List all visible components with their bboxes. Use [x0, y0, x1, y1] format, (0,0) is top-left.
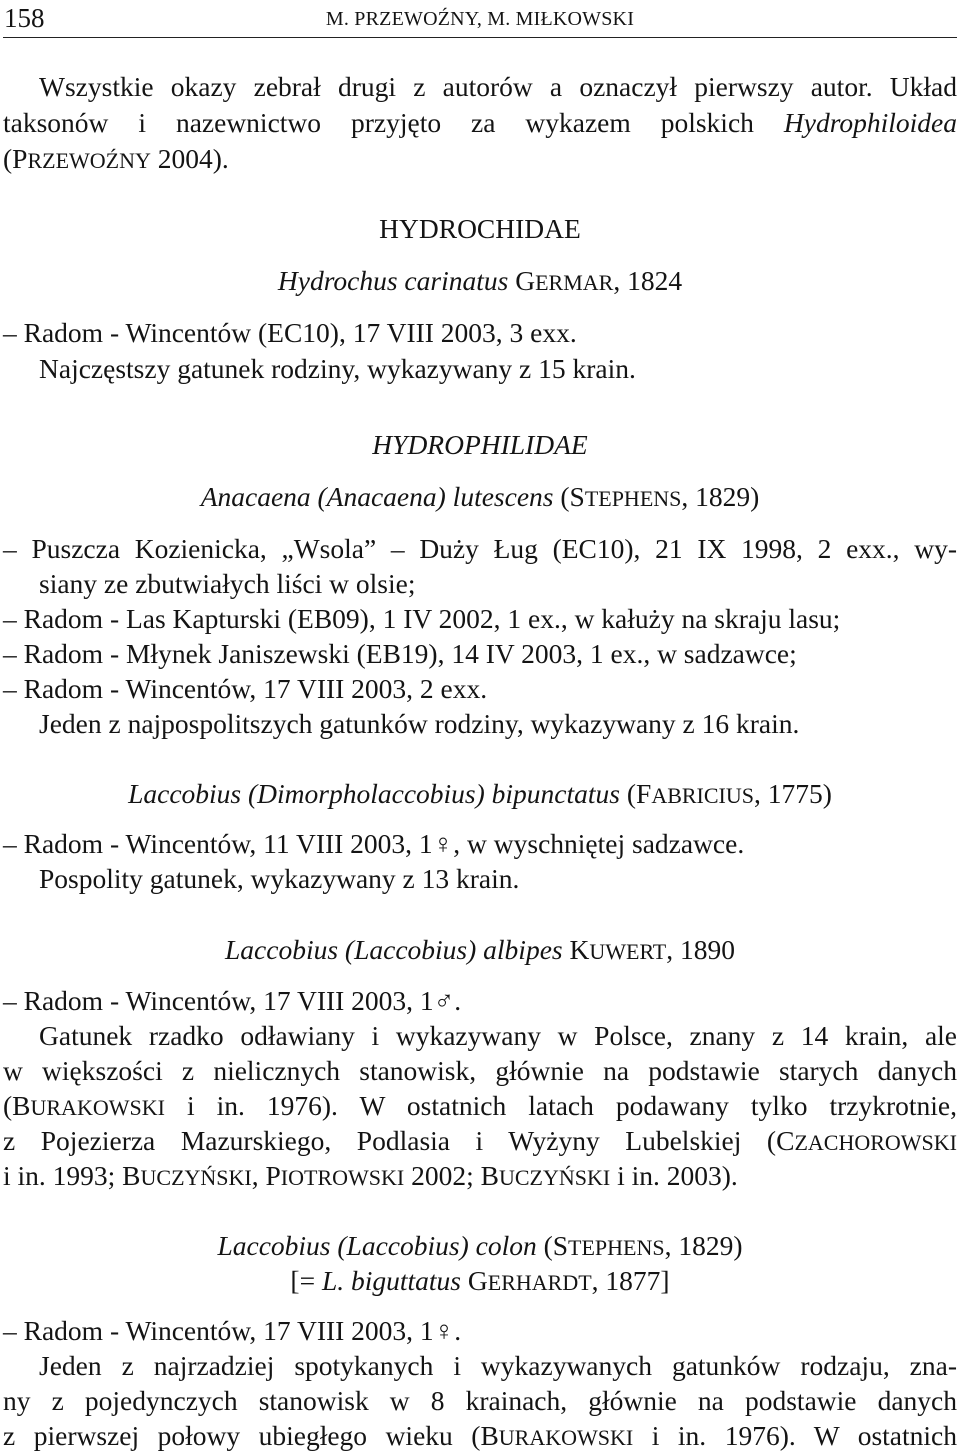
intro-line-2: taksonów i nazewnictwo przyjęto za wykazem polskich Hydrophiloidea — [3, 107, 957, 138]
record-line: – Puszcza Kozienicka, „Wsola” – Duży Ług (EC10), 21 IX 1998, 2 exx., wy- — [3, 533, 957, 564]
page-number: 158 — [4, 3, 45, 33]
species-heading-laccobius-colon: Laccobius (Laccobius) colon (STEPHENS, 1829) — [217, 1230, 743, 1261]
species-heading-hydrochus-carinatus: Hydrochus carinatus GERMAR, 1824 — [277, 265, 683, 296]
note-line: Jeden z najpospolitszych gatunków rodziny, wykazywany z 16 krain. — [39, 708, 800, 739]
synonym-line: [= L. biguttatus GERHARDT, 1877] — [290, 1265, 670, 1296]
record-line: – Radom - Wincentów, 11 VIII 2003, 1♀, w wyschniętej sadzawce. — [3, 828, 745, 859]
running-title: M. PRZEWOŹNY, M. MIŁKOWSKI — [325, 8, 635, 30]
header-rule — [3, 37, 957, 38]
text-line: z Pojezierza Mazurskiego, Podlasia i Wyżyny Lubelskiej (CZACHOROWSKI — [3, 1125, 957, 1156]
note-line: Pospolity gatunek, wykazywany z 13 krain. — [39, 863, 520, 894]
family-heading-hydrophilidae: HYDROPHILIDAE — [372, 429, 588, 460]
page-header — [0, 0, 960, 38]
record-line: – Radom - Wincentów, 17 VIII 2003, 1♂. — [3, 985, 462, 1016]
text-line: Jeden z najrzadziej spotykanych i wykazywanych gatunków rodzaju, zna- — [39, 1350, 957, 1381]
text-line: i in. 1993; BUCZYŃSKI, PIOTROWSKI 2002; BUCZYŃSKI i in. 2003). — [3, 1160, 738, 1191]
text-line: Gatunek rzadko odławiany i wykazywany w Polsce, znany z 14 krain, ale — [39, 1020, 957, 1051]
species-heading-laccobius-bipunctatus: Laccobius (Dimorpholaccobius) bipunctatus (FABRICIUS, 1775) — [128, 778, 832, 809]
record-line: – Radom - Las Kapturski (EB09), 1 IV 2002, 1 ex., w kałuży na skraju lasu; — [3, 603, 841, 634]
species-heading-anacaena-lutescens: Anacaena (Anacaena) lutescens (STEPHENS, 1829) — [200, 481, 760, 512]
intro-line-3: (PRZEWOŹNY 2004). — [3, 143, 229, 174]
note-line: Najczęstszy gatunek rodziny, wykazywany z 15 krain. — [39, 353, 636, 384]
text-line: ny z pojedynczych stanowisk w 8 krainach, głównie na podstawie danych — [3, 1385, 957, 1416]
species-heading-laccobius-albipes: Laccobius (Laccobius) albipes KUWERT, 1890 — [225, 934, 735, 965]
record-line: – Radom - Wincentów (EC10), 17 VIII 2003, 3 exx. — [3, 317, 577, 348]
text-line: w większości z nielicznych stanowisk, głównie na podstawie starych danych — [3, 1055, 957, 1086]
intro-line-1: Wszystkie okazy zebrał drugi z autorów a oznaczył pierwszy autor. Układ — [39, 71, 957, 102]
text-line: z pierwszej połowy ubiegłego wieku (BURAKOWSKI i in. 1976). W ostatnich — [3, 1420, 957, 1451]
record-line: – Radom - Wincentów, 17 VIII 2003, 2 exx. — [3, 673, 488, 704]
record-line: siany ze zbutwiałych liści w olsie; — [39, 568, 416, 599]
family-heading-hydrochidae: HYDROCHIDAE — [379, 213, 581, 244]
record-line: – Radom - Wincentów, 17 VIII 2003, 1♀. — [3, 1315, 462, 1346]
text-line: (BURAKOWSKI i in. 1976). W ostatnich latach podawany tylko trzykrotnie, — [3, 1090, 957, 1121]
record-line: – Radom - Młynek Janiszewski (EB19), 14 IV 2003, 1 ex., w sadzawce; — [3, 638, 797, 669]
